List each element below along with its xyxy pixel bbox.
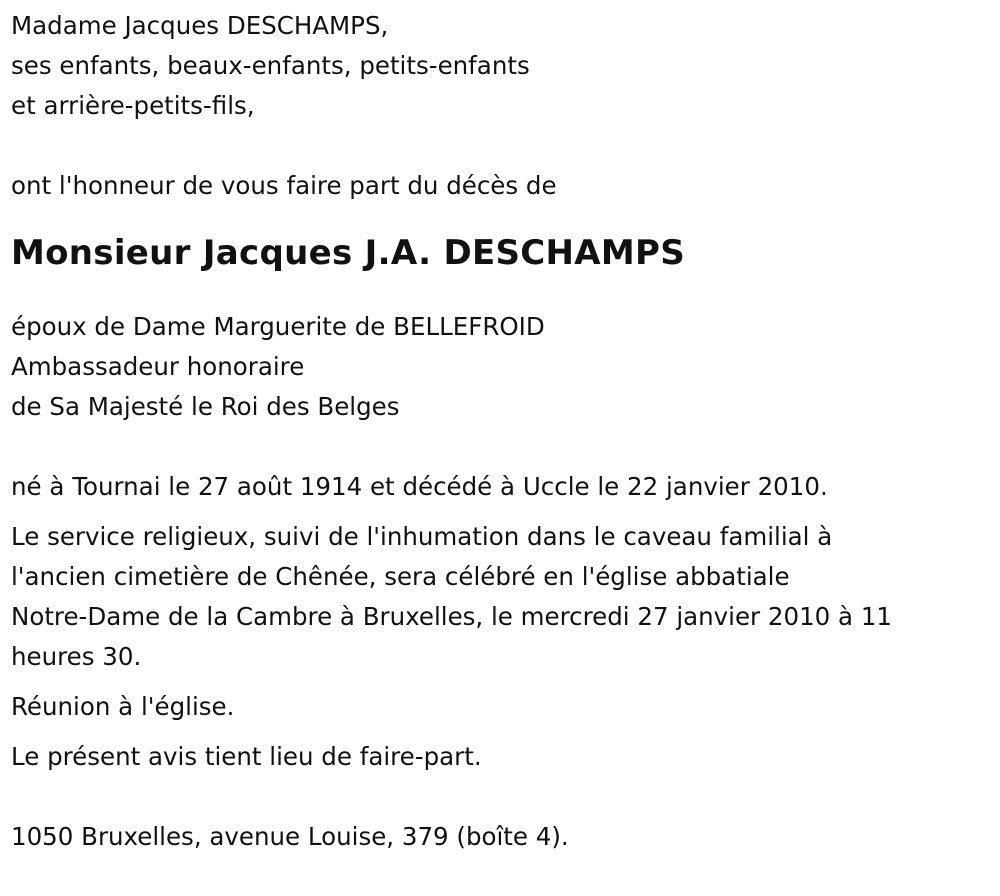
meeting-text: Réunion à l'église. bbox=[11, 692, 235, 721]
service-line: Le service religieux, suivi de l'inhumation dans le caveau familial à bbox=[11, 522, 833, 551]
spacer bbox=[11, 126, 981, 166]
spacer bbox=[11, 677, 981, 687]
announcer-line: Madame Jacques DESCHAMPS, bbox=[11, 11, 389, 40]
spacer bbox=[11, 507, 981, 517]
announcement-text: ont l'honneur de vous faire part du décès de bbox=[11, 171, 557, 200]
service-line: Notre-Dame de la Cambre à Bruxelles, le mercredi 27 janvier 2010 à 11 bbox=[11, 602, 893, 631]
service-paragraph bbox=[11, 517, 981, 677]
announcer-line: ses enfants, beaux-enfants, petits-enfants bbox=[11, 51, 530, 80]
spacer bbox=[11, 727, 981, 737]
spacer bbox=[11, 777, 981, 817]
spacer bbox=[11, 427, 981, 467]
title-line: Ambassadeur honoraire bbox=[11, 352, 305, 381]
obituary-notice bbox=[11, 6, 981, 857]
deceased-name: Monsieur Jacques J.A. DESCHAMPS bbox=[11, 233, 686, 273]
birth-death-text: né à Tournai le 27 août 1914 et décédé à Uccle le 22 janvier 2010. bbox=[11, 472, 828, 501]
announcer-line: et arrière-petits-fils, bbox=[11, 91, 255, 120]
titles-block bbox=[11, 307, 981, 427]
title-line: de Sa Majesté le Roi des Belges bbox=[11, 392, 400, 421]
address-text: 1050 Bruxelles, avenue Louise, 379 (boîte 4). bbox=[11, 822, 569, 851]
service-line: l'ancien cimetière de Chênée, sera célébré en l'église abbatiale bbox=[11, 562, 790, 591]
title-line: époux de Dame Marguerite de BELLEFROID bbox=[11, 312, 545, 341]
announcers-block bbox=[11, 6, 981, 126]
notice-text: Le présent avis tient lieu de faire-part. bbox=[11, 742, 482, 771]
service-line: heures 30. bbox=[11, 642, 142, 671]
